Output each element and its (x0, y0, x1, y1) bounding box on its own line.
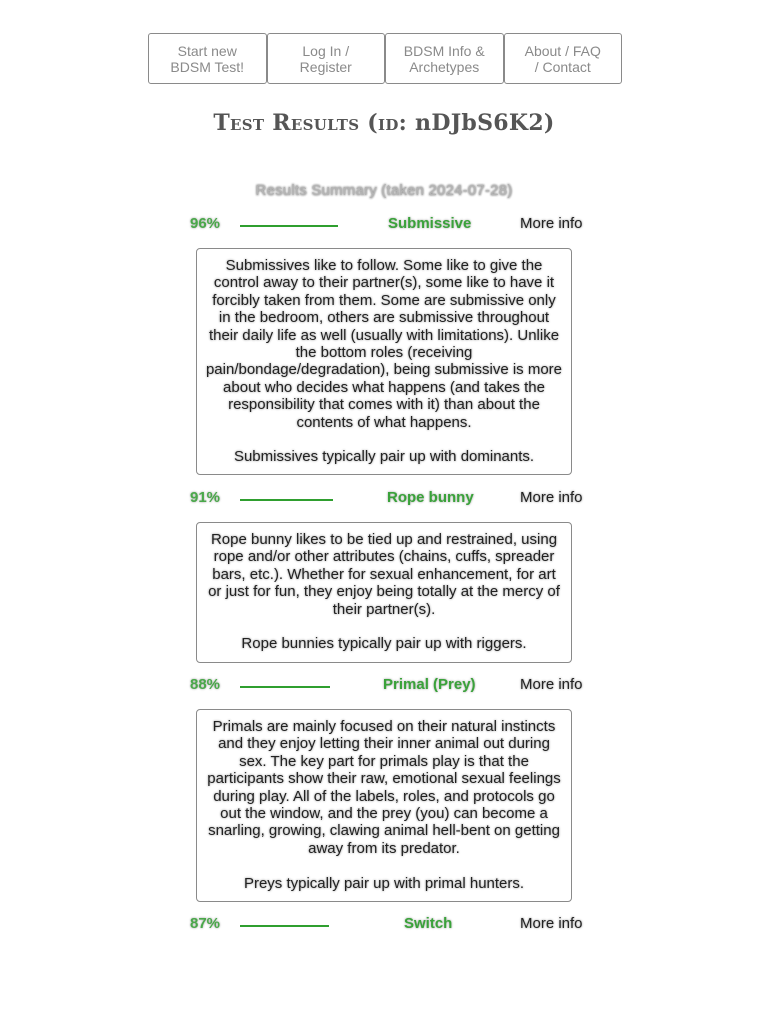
login-register-button[interactable] (267, 33, 386, 84)
page-title-prefix: Test Results (id: (213, 110, 416, 136)
more-info-link[interactable]: More info (520, 676, 583, 693)
result-bar (240, 686, 330, 688)
result-percent: 87% (190, 915, 221, 932)
result-pairing: Preys typically pair up with primal hunters. (243, 874, 525, 892)
result-role[interactable]: Submissive (388, 215, 472, 232)
start-new-test-button[interactable] (148, 33, 267, 84)
bdsm-info-button[interactable] (385, 33, 504, 84)
result-row-submissive (190, 215, 590, 235)
result-pairing: Submissives typically pair up with dominants. (233, 448, 535, 466)
start-new-test-label: Start new BDSM Test! (170, 42, 245, 75)
test-id: nDJbS6K2 (415, 110, 544, 136)
result-bar (240, 925, 329, 927)
result-role[interactable]: Switch (404, 915, 453, 932)
page-title-suffix: ) (543, 110, 555, 136)
result-row-primal-prey (190, 676, 590, 696)
result-percent: 96% (190, 215, 221, 232)
result-percent: 91% (190, 489, 221, 506)
result-row-switch (190, 915, 590, 935)
result-bar (240, 225, 338, 227)
login-register-label: Log In / Register (299, 42, 352, 75)
result-role[interactable]: Primal (Prey) (383, 676, 476, 693)
about-faq-contact-label: About / FAQ / Contact (524, 42, 601, 75)
result-description: Submissives like to follow. Some like to give the control away to their partner(s), some like to have it forcibly taken from them. Some are submissive only in the bedroom, others are submissive throughout their daily life as well (usually with limitations). Unlike the bottom roles (receiving pain/bondage/degradation), being submissive is more about who decides what happens (and takes the responsibility that comes with it) than about the contents of what happens. (205, 257, 563, 431)
result-description-box (196, 522, 572, 663)
more-info-link[interactable]: More info (520, 915, 583, 932)
result-bar (240, 499, 333, 501)
results-summary-heading: Results Summary (taken 2024-07-28) (255, 182, 513, 199)
more-info-link[interactable]: More info (520, 215, 583, 232)
result-description-box (196, 248, 572, 475)
bdsm-info-label: BDSM Info & Archetypes (403, 42, 485, 75)
result-percent: 88% (190, 676, 221, 693)
result-role[interactable]: Rope bunny (387, 489, 474, 506)
result-row-rope-bunny (190, 489, 590, 509)
result-pairing: Rope bunnies typically pair up with riggers. (241, 635, 527, 653)
result-description-box (196, 709, 572, 902)
top-nav (148, 33, 622, 84)
page-title (0, 110, 768, 136)
about-faq-contact-button[interactable] (504, 33, 623, 84)
result-description: Rope bunny likes to be tied up and restrained, using rope and/or other attributes (chains, cuffs, spreader bars, etc.). Whether for sexual enhancement, for art or just for fun, they enjoy being totally at the mercy of their partner(s). (208, 531, 560, 618)
result-description: Primals are mainly focused on their natural instincts and they enjoy letting their inner animal out during sex. The key part for primals play is that the participants show their raw, emotional sexual feelings during play. All of the labels, roles, and protocols go out the window, and the prey (you) can become a snarling, growing, clawing animal hell-bent on getting away from its predator. (207, 718, 561, 857)
more-info-link[interactable]: More info (520, 489, 583, 506)
